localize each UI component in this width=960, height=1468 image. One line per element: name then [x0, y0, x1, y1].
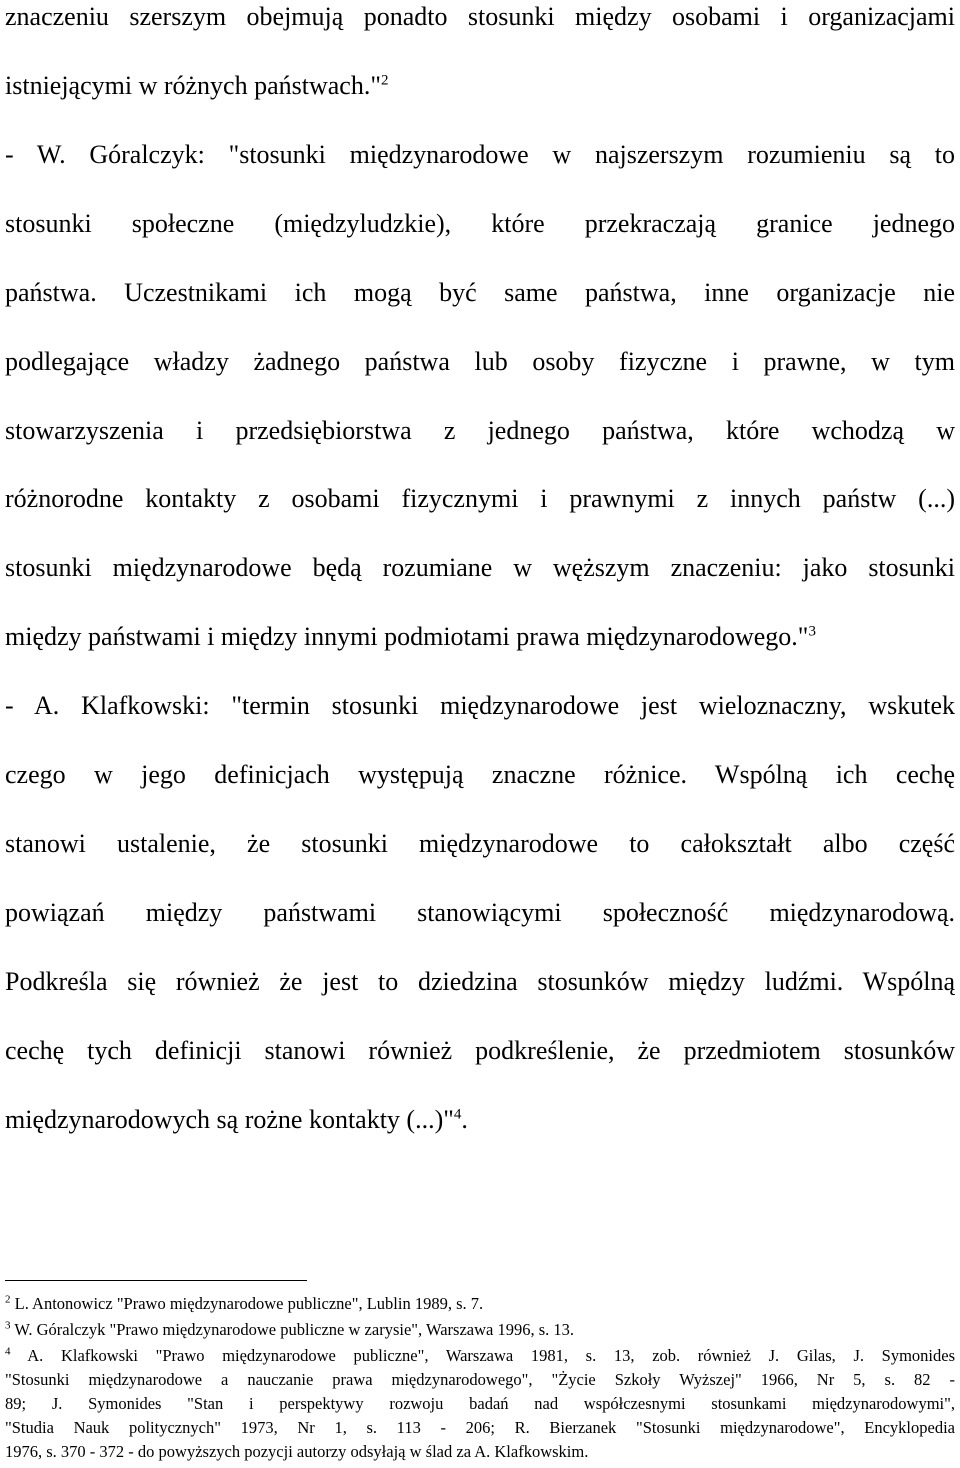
text-line	[5, 691, 955, 721]
footnote-reference[interactable]: 4	[453, 1106, 462, 1123]
text-line-content: państwa. Uczestnikami ich mogą być same państwa, inne organizacje nie	[5, 278, 955, 307]
footnote-text: A. Klafkowski "Prawo międzynarodowe publiczne", Warszawa 1981, s. 13, zob. również J. Gilas, J. Symonides	[27, 1346, 955, 1365]
text-line-content: stosunki międzynarodowe będą rozumiane w węższym znaczeniu: jako stosunki	[5, 553, 955, 582]
text-line-content: cechę tych definicji stanowi również podkreślenie, że przedmiotem stosunków	[5, 1036, 955, 1065]
footnote-text: "Stosunki międzynarodowe a nauczanie prawa międzynarodowego", "Życie Szkoły Wyższej" 1966, Nr 5, s. 82 -	[5, 1370, 955, 1389]
text-line-content: stowarzyszenia i przedsiębiorstwa z jednego państwa, które wchodzą w	[5, 416, 955, 445]
footnote-text-line	[5, 1394, 955, 1414]
footnote-text-line	[5, 1418, 955, 1438]
text-line	[5, 1036, 955, 1066]
text-line	[5, 416, 955, 446]
text-line	[5, 484, 955, 514]
footnote-number: 4	[5, 1346, 11, 1358]
text-line	[5, 140, 955, 170]
text-line-content: stanowi ustalenie, że stosunki międzynarodowe to całokształt albo część	[5, 829, 955, 858]
footnote-text-line	[5, 1442, 955, 1462]
text-line	[5, 829, 955, 859]
text-line	[5, 71, 955, 101]
footnote-text-line	[5, 1370, 955, 1390]
text-line-end: .	[461, 1105, 468, 1134]
text-line	[5, 898, 955, 928]
footnote-item	[5, 1320, 955, 1340]
text-line-content: czego w jego definicjach występują znaczne różnice. Wspólną ich cechę	[5, 760, 955, 789]
text-line	[5, 622, 955, 652]
text-line-content: między państwami i między innymi podmiotami prawa międzynarodowego."	[5, 622, 809, 651]
footnote-text: W. Góralczyk "Prawo międzynarodowe publiczne w zarysie", Warszawa 1996, s. 13.	[14, 1320, 575, 1339]
footnote-reference[interactable]: 3	[808, 623, 816, 640]
text-line-content: znaczeniu szerszym obejmują ponadto stosunki między osobami i organizacjami	[5, 2, 955, 31]
text-line-content: podlegające władzy żadnego państwa lub osoby fizyczne i prawne, w tym	[5, 347, 955, 376]
footnote-item	[5, 1294, 955, 1314]
footnote-text: "Studia Nauk politycznych" 1973, Nr 1, s. 113 - 206; R. Bierzanek "Stosunki międzynarodowe", Encyklopedia	[5, 1418, 955, 1437]
footnote-separator	[5, 1280, 307, 1281]
text-line-content: różnorodne kontakty z osobami fizycznymi i prawnymi z innych państw (...)	[5, 484, 955, 513]
text-line	[5, 2, 955, 32]
text-line-content: stosunki społeczne (międzyludzkie), które przekraczają granice jednego	[5, 209, 955, 238]
footnote-reference[interactable]: 2	[380, 72, 389, 89]
text-line-content: istniejącymi w różnych państwach."	[5, 71, 381, 100]
footnote-text: 1976, s. 370 - 372 - do powyższych pozycji autorzy odsyłają w ślad za A. Klafkowskim.	[5, 1442, 589, 1461]
text-line	[5, 967, 955, 997]
text-line	[5, 760, 955, 790]
text-line	[5, 1105, 955, 1135]
footnote-text: L. Antonowicz "Prawo międzynarodowe publiczne", Lublin 1989, s. 7.	[14, 1294, 484, 1313]
text-line-content: międzynarodowych są rożne kontakty (...)"	[5, 1105, 454, 1134]
text-line	[5, 553, 955, 583]
footnote-number: 3	[5, 1320, 11, 1332]
footnote-text: 89; J. Symonides "Stan i perspektywy rozwoju badań nad współczesnymi stosunkami międzynarodowymi",	[5, 1394, 955, 1413]
footnote-number: 2	[5, 1294, 11, 1306]
text-line-content: - A. Klafkowski: "termin stosunki międzynarodowe jest wieloznaczny, wskutek	[5, 691, 955, 720]
text-line	[5, 209, 955, 239]
text-line-content: - W. Góralczyk: "stosunki międzynarodowe w najszerszym rozumieniu są to	[5, 140, 955, 169]
text-line-content: powiązań między państwami stanowiącymi społeczność międzynarodową.	[5, 898, 955, 927]
text-line-content: Podkreśla się również że jest to dziedzina stosunków między ludźmi. Wspólną	[5, 967, 955, 996]
footnote-item	[5, 1346, 955, 1366]
text-line	[5, 278, 955, 308]
text-line	[5, 347, 955, 377]
